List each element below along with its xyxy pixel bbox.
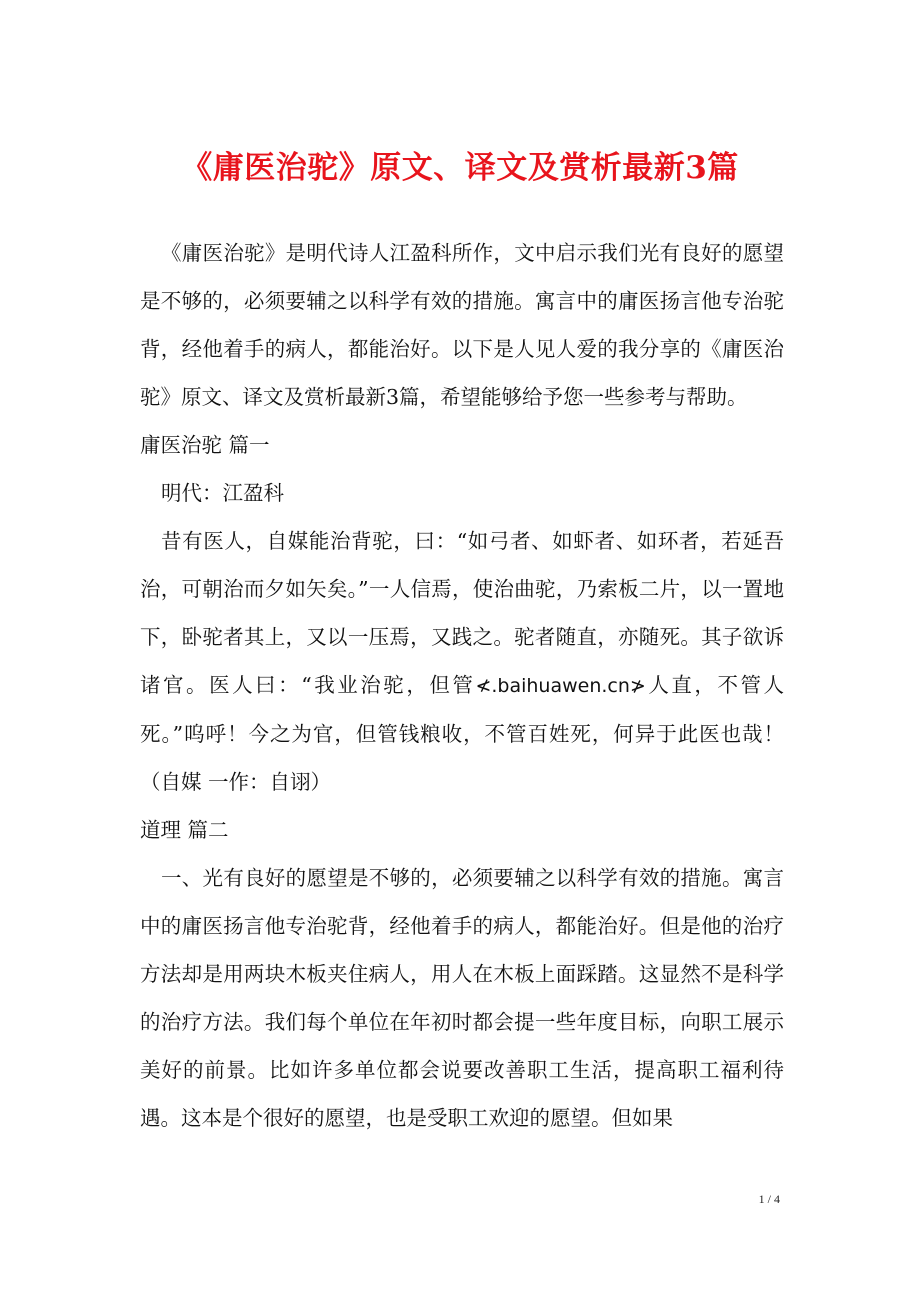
section2-heading: 道理 篇二 [140, 818, 229, 842]
page-number: 1 / 4 [758, 1192, 780, 1206]
section1-text-part1: 昔有医人，自媒能治背驼，曰：“如弓者、如虾者、如环者，若延吾治，可朝治而夕如矢矣。”一人信焉，使治曲驼，乃索板二片，以一置地下，卧驼者其上，又以一压焉，又践之。驼者随直，亦随死。其子欲诉诸官。医人曰：“我业治驼，但管 [140, 529, 784, 697]
intro-paragraph: 《庸医治驼》是明代诗人江盈科所作，文中启示我们光有良好的愿望是不够的，必须要辅之以科学有效的措施。寓言中的庸医扬言他专治驼背，经他着手的病人，都能治好。以下是人见人爱的我分享的《庸医治驼》原文、译文及赏析最新3篇，希望能够给予您一些参考与帮助。 [140, 241, 784, 409]
section1-text-part2: 人直，不管人死。”呜呼！今之为官，但管钱粮收，不管百姓死，何异于此医也哉！（自媒 一作：自诩） [140, 673, 785, 794]
document-title: 《庸医治驼》原文、译文及赏析最新3篇 [181, 150, 739, 186]
document-body [140, 229, 784, 1142]
section1-heading: 庸医治驼 篇一 [140, 433, 270, 457]
source-link-text: ≮.baihuawen.cn≯ [475, 675, 646, 697]
section1-author: 明代：江盈科 [161, 481, 284, 505]
section2-paragraph: 一、光有良好的愿望是不够的，必须要辅之以科学有效的措施。寓言中的庸医扬言他专治驼背，经他着手的病人，都能治好。但是他的治疗方法却是用两块木板夹住病人，用人在木板上面踩踏。这显然不是科学的治疗方法。我们每个单位在年初时都会提一些年度目标，向职工展示美好的前景。比如许多单位都会说要改善职工生活，提高职工福利待遇。这本是个很好的愿望，也是受职工欢迎的愿望。但如果 [140, 866, 784, 1130]
section1-paragraph [140, 517, 784, 806]
